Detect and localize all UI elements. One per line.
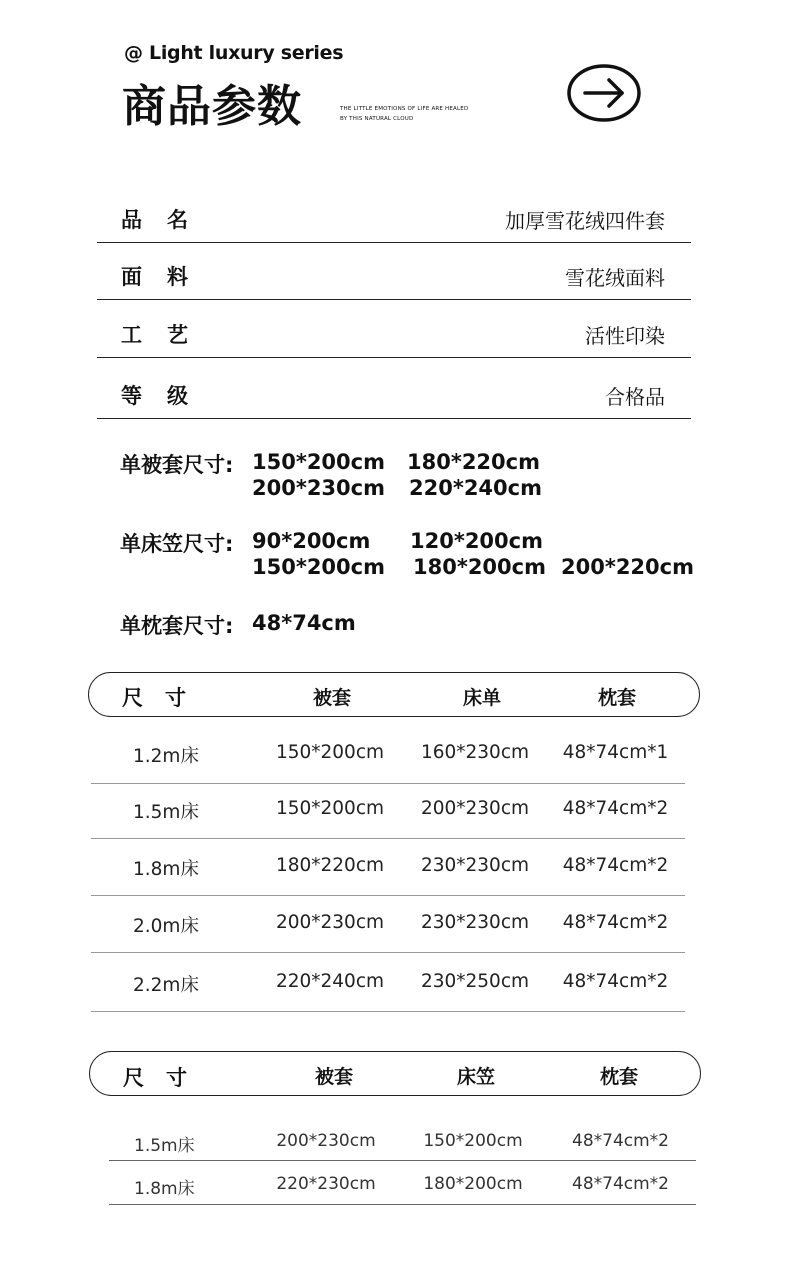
table-row <box>0 798 790 826</box>
table-cell: 1.8m床 <box>133 859 199 880</box>
spec-row-grade <box>97 358 691 419</box>
table2-header-pillow: 枕套 <box>599 1066 638 1088</box>
spec-label: 等级 <box>121 384 213 408</box>
table-row <box>0 1174 790 1198</box>
table2-header <box>89 1051 701 1096</box>
fitted-size-value: 200*220cm <box>561 555 694 579</box>
duvet-size-value: 200*230cm <box>252 476 385 500</box>
table-cell: 180*200cm <box>423 1174 523 1194</box>
table-cell: 48*74cm*1 <box>562 742 669 763</box>
table-row <box>0 1131 790 1155</box>
table-cell: 180*220cm <box>275 855 385 876</box>
table1-header <box>88 672 700 717</box>
table-row <box>0 971 790 999</box>
table-cell: 150*200cm <box>275 742 385 763</box>
table-divider <box>109 1160 696 1161</box>
fitted-size-value: 120*200cm <box>410 529 543 553</box>
duvet-size-value: 180*220cm <box>407 450 540 474</box>
table1-header-duvet: 被套 <box>312 687 351 709</box>
table-cell: 48*74cm*2 <box>562 912 669 933</box>
table-cell: 150*200cm <box>275 798 385 819</box>
table-cell: 220*230cm <box>276 1174 376 1194</box>
table-divider <box>91 783 685 784</box>
table-divider <box>91 952 685 953</box>
table-cell: 150*200cm <box>423 1131 523 1151</box>
spec-label: 工艺 <box>121 323 213 347</box>
table-cell: 2.0m床 <box>133 916 199 937</box>
table-cell: 230*230cm <box>420 855 530 876</box>
arrow-right-circle-icon[interactable] <box>567 64 641 122</box>
table-cell: 1.5m床 <box>134 1136 195 1156</box>
spec-value: 合格品 <box>605 385 665 409</box>
table-cell: 48*74cm*2 <box>562 855 669 876</box>
pillow-size-value: 48*74cm <box>252 611 356 635</box>
table-divider <box>109 1204 696 1205</box>
table-cell: 48*74cm*2 <box>572 1131 669 1151</box>
table1-header-sheet: 床单 <box>462 687 501 709</box>
table-cell: 200*230cm <box>275 912 385 933</box>
fitted-size-value: 90*200cm <box>252 529 371 553</box>
tagline-line-2: BY THIS NATURAL CLOUD <box>340 116 414 122</box>
table2-header-fitted: 床笠 <box>456 1066 495 1088</box>
spec-value: 活性印染 <box>585 324 665 348</box>
table-cell: 1.8m床 <box>134 1179 195 1199</box>
table-cell: 160*230cm <box>420 742 530 763</box>
table-cell: 1.5m床 <box>133 802 199 823</box>
table-cell: 230*250cm <box>420 971 530 992</box>
fitted-size-value: 150*200cm <box>252 555 385 579</box>
table-cell: 1.2m床 <box>133 746 199 767</box>
table-cell: 2.2m床 <box>133 975 199 996</box>
table-cell: 48*74cm*2 <box>562 971 669 992</box>
fitted-size-label: 单床笠尺寸: <box>120 532 234 556</box>
duvet-size-label: 单被套尺寸: <box>120 453 234 477</box>
table2-header-size: 尺寸 <box>123 1066 209 1090</box>
spec-row-craft <box>97 300 691 358</box>
spec-value: 雪花绒面料 <box>565 266 665 290</box>
table-divider <box>91 1011 685 1012</box>
spec-label: 品名 <box>121 208 213 232</box>
table-row <box>0 742 790 770</box>
table-cell: 200*230cm <box>276 1131 376 1151</box>
table-row <box>0 912 790 940</box>
page-title: 商品参数 <box>122 81 302 132</box>
table-divider <box>91 838 685 839</box>
table2-header-duvet: 被套 <box>314 1066 353 1088</box>
table-row <box>0 855 790 883</box>
tagline-line-1: THE LITTLE EMOTIONS OF LIFE ARE HEALED <box>340 106 469 112</box>
fitted-size-value: 180*200cm <box>413 555 546 579</box>
spec-label: 面料 <box>121 265 213 289</box>
spec-row-fabric <box>97 243 691 300</box>
table1-header-size: 尺寸 <box>122 686 208 710</box>
table-cell: 220*240cm <box>275 971 385 992</box>
table-cell: 230*230cm <box>420 912 530 933</box>
table-cell: 200*230cm <box>420 798 530 819</box>
series-label: @ Light luxury series <box>124 42 344 64</box>
table-cell: 48*74cm*2 <box>572 1174 669 1194</box>
spec-value: 加厚雪花绒四件套 <box>505 209 665 233</box>
duvet-size-value: 220*240cm <box>409 476 542 500</box>
spec-row-name <box>97 186 691 243</box>
tagline <box>340 104 468 124</box>
duvet-size-value: 150*200cm <box>252 450 385 474</box>
table-divider <box>91 895 685 896</box>
table-cell: 48*74cm*2 <box>562 798 669 819</box>
table1-header-pillow: 枕套 <box>597 687 636 709</box>
pillow-size-label: 单枕套尺寸: <box>120 614 234 638</box>
